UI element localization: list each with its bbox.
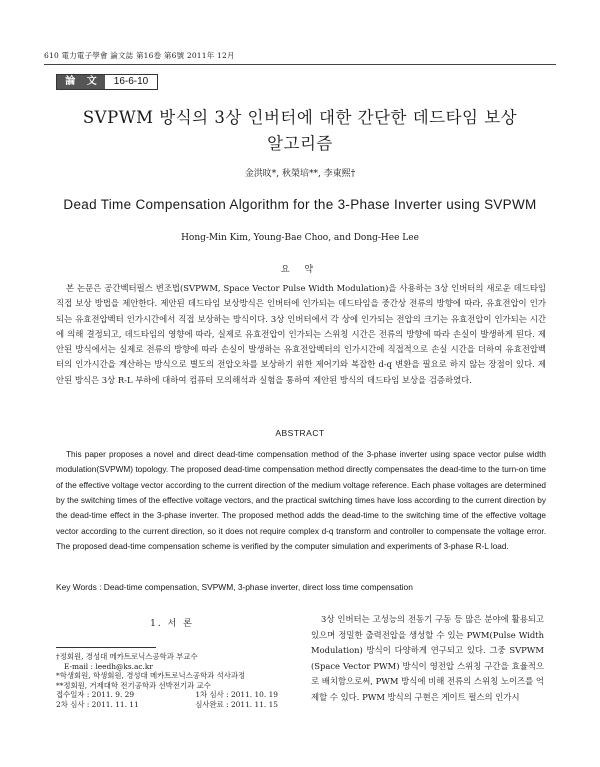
- abstract-en-heading: ABSTRACT: [275, 428, 325, 438]
- title-ko-line1: SVPWM 방식의 3상 인버터에 대한 간단한 데드타임 보상: [82, 108, 518, 127]
- running-head: 610 電力電子學會 論文誌 第16卷 第6號 2011年 12月: [44, 51, 235, 60]
- abstract-english: [56, 447, 546, 554]
- title-ko-line2: 알고리즘: [267, 134, 333, 153]
- received-date: 접수일자 : 2011. 9. 29: [56, 690, 135, 700]
- authors-english: Hong-Min Kim, Young-Bae Choo, and Dong-Hee Lee: [181, 233, 419, 243]
- section-introduction-heading: 1. 서 론: [150, 619, 194, 629]
- title-english: Dead Time Compensation Algorithm for the 3-Phase Inverter using SVPWM: [63, 197, 537, 212]
- paper-number: 16-6-10: [105, 75, 157, 89]
- abstract-korean: [56, 281, 546, 388]
- accepted-date: 심사완료 : 2011. 11. 15: [195, 699, 278, 709]
- keywords: Key Words : Dead-time compensation, SVPWM, 3-phase inverter, direct loss time compensation: [56, 582, 413, 592]
- abstract-ko-heading: 요 약: [280, 265, 320, 275]
- footnotes: [56, 652, 288, 710]
- paper-type-label: 論 文: [57, 75, 105, 89]
- footnote-email: E-mail : leedh@ks.ac.kr: [64, 661, 153, 671]
- abstract-english-text: This paper proposes a novel and direct dead-time compensation method of the 3-phase inverter using space vector pulse width modulation(SVPWM) topology. The proposed dead-time compensation method directly compensates the dead-time to the turn-on time of the effective voltage vector according to the current direction of the medium voltage reference. Each phase voltages are determined by the switching times of the effective voltage vectors, and the practical switching times have loss according to the current direction by the dead-time effect in the 3-phase inverter. The proposed method adds the dead-time to the switching time of the effective voltage vector according to the current direction, so it does not require complex d-q transform and controller to compensate the voltage error. The proposed dead-time compensation scheme is verified by the computer simulation and experiments of 3-phase R-L load.: [56, 450, 546, 552]
- left-column: [56, 616, 288, 710]
- footnote-divider: [56, 647, 156, 648]
- footnote-author2: *학생회원, 학생회원, 경성대 메카트로닉스공학과 석사과정: [56, 671, 246, 681]
- footnote-corresponding: †정회원, 경성대 메카트로닉스공학과 부교수: [56, 652, 198, 661]
- footnote-author3: **정회원, 거제대학 전기공학과 선박전기과 교수: [56, 680, 211, 690]
- right-column: [311, 612, 544, 705]
- footnote-dates-row1: [56, 690, 288, 700]
- footnote-dates-row2: [56, 700, 288, 710]
- introduction-text: 3상 인버터는 고성능의 전동기 구동 등 많은 분야에 활용되고 있으며 정밀한 출력전압을 생성할 수 있는 PWM(Pulse Width Modulation) 방식이 다양하게 연구되고 있다. 그중 SVPWM (Space Vector PWM) 방식이 영전압 스위칭 구간을 효율적으로 배치함으로써, PWM 방식에 비해 전류의 스위칭 노이즈를 억제할 수 있다. PWM 방식의 구현은 게이트 펄스의 인가시: [311, 614, 544, 702]
- paper-tag: [56, 74, 158, 90]
- review1-date: 1차 심사 : 2011. 10. 19: [195, 690, 278, 700]
- abstract-korean-text: 본 논문은 공간벡터펄스 변조법(SVPWM, Space Vector Pulse Width Modulation)을 사용하는 3상 인버터의 새로운 데드타임 직접 보상 방법을 제안한다. 제안된 데드타임 보상방식은 인버터에 인가되는 데드타임을 중간상 전류의 방향에 따라, 유효전압이 인가되는 유효전압벡터 인가시간에서 직접 보상하는 방식이다. 3상 인버터에서 각 상에 인가되는 전압의 크기는 유효전압이 인가되는 시간에 의해 결정되고, 데드타임의 영향에 따라, 실제로 유효전압이 인가되는 스위칭 시간은 전류의 방향에 따라 손실이 발생하게 된다. 제안된 방식에서는 실제로 전류의 방향에 따라 손실이 발생하는 유효전압벡터의 인가시간에 직접적으로 손실 시간을 더하여 유효전압벡터의 인가시간을 계산하는 방식으로 별도의 전압오차를 보상하기 위한 제어기와 복잡한 d-q 변환을 필요로 하지 않는 장점이 있다. 제안된 방식은 3상 R-L 부하에 대하여 컴퓨터 모의해석과 실험을 통하여 제안된 방식의 데드타임 보상을 검증하였다.: [56, 283, 546, 385]
- authors-korean: 金洪旼*, 秋榮培**, 李東熙†: [244, 169, 356, 179]
- review2-date: 2차 심사 : 2011. 11. 11: [56, 699, 139, 709]
- header-divider: [44, 64, 556, 65]
